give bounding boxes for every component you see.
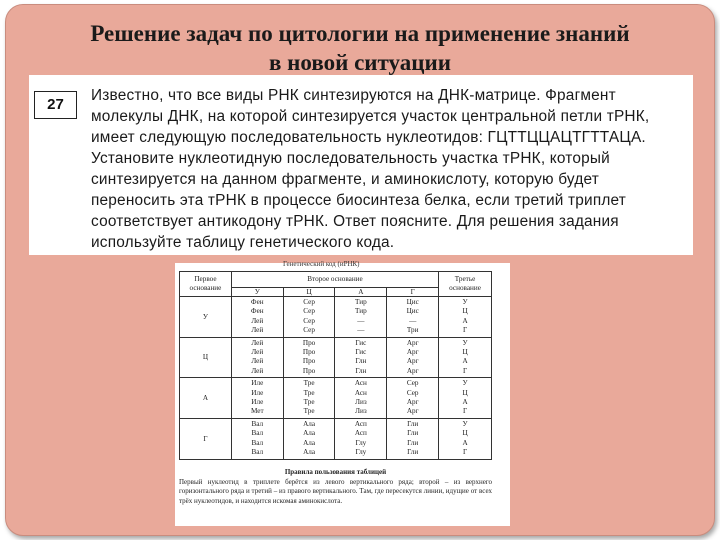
task-number: 27 — [34, 91, 77, 119]
genetic-code-table — [179, 271, 492, 460]
table-row — [180, 297, 492, 338]
third-base-cell: У Ц А Г — [439, 418, 492, 459]
task-line: имеет следующую последовательность нуклеотидов: ГЦТТЦЦАЦТГТТАЦА. — [91, 129, 646, 146]
codon-cell: Фен Фен Лей Лей — [231, 297, 283, 338]
table-header-row — [180, 272, 492, 288]
slide-background — [5, 4, 715, 536]
codon-cell: Тре Тре Тре Тре — [283, 378, 335, 419]
table-rules — [179, 468, 492, 506]
header-second-base: Второе основание — [231, 272, 438, 288]
slide-title — [6, 19, 714, 77]
task-line: Установите нуклеотидную последовательность участка тРНК, который — [91, 150, 610, 167]
first-base-label: У — [180, 297, 232, 338]
table-row — [180, 418, 492, 459]
task-text — [91, 85, 673, 253]
codon-cell: Цис Цис — Три — [387, 297, 439, 338]
codon-cell: Вал Вал Вал Вал — [231, 418, 283, 459]
header-third-base: Третье основание — [439, 272, 492, 297]
second-base-label: А — [335, 287, 387, 296]
codon-cell: Про Про Про Про — [283, 337, 335, 378]
genetic-code-figure — [175, 260, 510, 526]
task-line: молекулы ДНК, на которой синтезируется участок центральной петли тРНК, — [91, 108, 650, 125]
codon-cell: Асн Асн Лиз Лиз — [335, 378, 387, 419]
header-first-base: Первое основание — [180, 272, 232, 297]
codon-cell: Сер Сер Сер Сер — [283, 297, 335, 338]
codon-cell: Тир Тир — — — [335, 297, 387, 338]
rules-title: Правила пользования таблицей — [284, 468, 387, 476]
second-base-label: Г — [387, 287, 439, 296]
slide-title-line-2: в новой ситуации — [268, 50, 452, 75]
table-row — [180, 378, 492, 419]
codon-cell: Гис Гис Глн Глн — [335, 337, 387, 378]
task-line: синтезируется на данном фрагменте, и аминокислоту, которую будет — [91, 171, 599, 188]
third-base-cell: У Ц А Г — [439, 337, 492, 378]
codon-cell: Сер Сер Арг Арг — [387, 378, 439, 419]
first-base-label: Ц — [180, 337, 232, 378]
codon-cell: Иле Иле Иле Мет — [231, 378, 283, 419]
rules-text: Первый нуклеотид в триплете берётся из левого вертикального ряда; второй – из верхнего горизонтального ряда и третий – из правого вертикального. Там, где пересекутся линии, идущие от всех трёх нуклеотидов, и находится искомая аминокислота. — [179, 477, 492, 505]
slide-title-line-1: Решение задач по цитологии на применение знаний — [90, 21, 630, 46]
third-base-cell: У Ц А Г — [439, 297, 492, 338]
codon-cell: Ала Ала Ала Ала — [283, 418, 335, 459]
codon-cell: Гли Гли Гли Гли — [387, 418, 439, 459]
task-line: переносить эта тРНК в процессе биосинтеза белка, если третий триплет — [91, 192, 627, 209]
second-base-label: Ц — [283, 287, 335, 296]
first-base-label: Г — [180, 418, 232, 459]
task-line: соответствует антикодону тРНК. Ответ поясните. Для решения задания — [91, 213, 619, 230]
codon-cell: Арг Арг Арг Арг — [387, 337, 439, 378]
task-line: Известно, что все виды РНК синтезируются на ДНК-матрице. Фрагмент — [91, 87, 616, 104]
first-base-label: А — [180, 378, 232, 419]
third-base-cell: У Ц А Г — [439, 378, 492, 419]
genetic-code-caption: Генетический код (иРНК) — [283, 260, 360, 268]
codon-cell: Лей Лей Лей Лей — [231, 337, 283, 378]
second-base-label: У — [231, 287, 283, 296]
codon-cell: Асп Асп Глу Глу — [335, 418, 387, 459]
task-box — [29, 75, 693, 255]
table-row — [180, 337, 492, 378]
task-line: используйте таблицу генетического кода. — [91, 234, 395, 251]
